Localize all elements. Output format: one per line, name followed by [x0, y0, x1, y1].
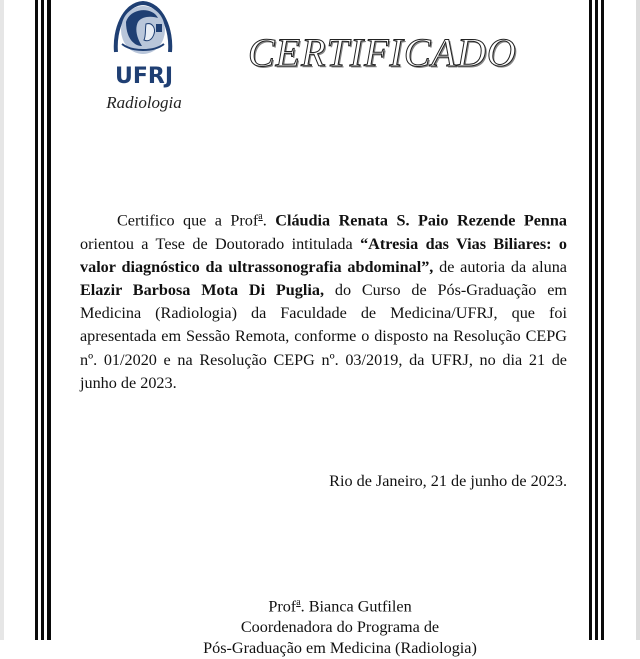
- minerva-seal-icon: [112, 0, 174, 56]
- department-name: Radiologia: [106, 93, 182, 112]
- advisor-name: Cláudia Renata S. Paio Rezende Penna: [275, 211, 568, 230]
- certificate-body: [80, 205, 567, 395]
- body-text-oriented: orientou a Tese de Doutorado intitulada: [80, 234, 361, 253]
- certificate-title: CERTIFICADO: [248, 30, 517, 75]
- body-text-details: do Curso de Pós-Graduação em Medicina (Radiologia) da Faculdade de Medicina/UFRJ, que foi apresentada em Sessão Remota, conforme o disposto na Resolução CEPG nº. 01/2020 e na Resolução CEPG nº. 03/2019, da UFRJ, no dia 21 de junho de 2023.: [80, 281, 567, 392]
- border-line-right-outer: [601, 0, 604, 640]
- ufrj-logo: [98, 0, 190, 118]
- page-edge-left: [0, 0, 4, 640]
- signatory-role-line1: Coordenadora do Programa de: [240, 618, 440, 637]
- border-line-left-middle: [41, 0, 44, 640]
- ordinal-superscript: a: [258, 211, 263, 222]
- border-line-right-middle: [595, 0, 598, 640]
- signatory-name: [160, 592, 520, 617]
- thesis-title: “Atresia das Vias Biliares: o valor diagnóstico da ultrassonografia abdominal”,: [80, 234, 567, 276]
- body-text-author: de autoria da aluna: [433, 257, 567, 276]
- body-text-punct: .: [262, 211, 276, 230]
- border-line-left-inner: [47, 0, 51, 640]
- border-line-left-outer: [35, 0, 38, 640]
- signatory-title: Prof: [268, 597, 297, 616]
- place-and-date: Rio de Janeiro, 21 de junho de 2023.: [329, 472, 567, 490]
- signatory-superscript: a: [296, 597, 301, 608]
- signatory-name-text: . Bianca Gutfilen: [300, 597, 412, 616]
- signature-block: [160, 592, 520, 659]
- border-line-right-inner: [589, 0, 592, 640]
- student-name: Elazir Barbosa Mota Di Puglia,: [80, 281, 325, 299]
- ufrj-wordmark: UFRJ: [114, 64, 174, 89]
- page-edge-right: [636, 0, 640, 640]
- body-text-intro: Certifico que a Prof: [117, 211, 259, 230]
- signatory-role-line2: Pós-Graduação em Medicina (Radiologia): [203, 639, 477, 658]
